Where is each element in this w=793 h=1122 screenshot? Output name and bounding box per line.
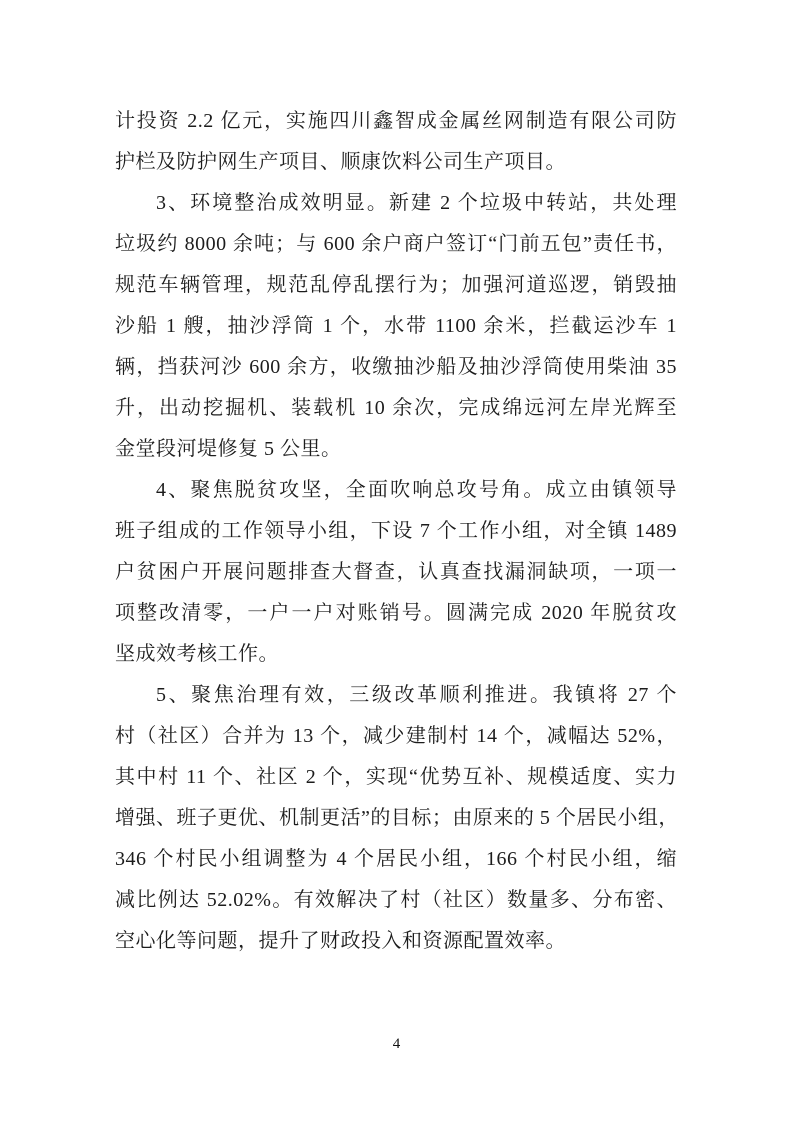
text-line: 规范车辆管理，规范乱停乱摆行为；加强河道巡逻，销毁抽 [115, 274, 677, 296]
text-line: 户贫困户开展问题排查大督查，认真查找漏洞缺项，一项一 [115, 561, 677, 583]
page-number: 4 [392, 1036, 401, 1052]
text-line: 辆，挡获河沙 600 余方，收缴抽沙船及抽沙浮筒使用柴油 35 [115, 356, 677, 378]
text-line: 护栏及防护网生产项目、顺康饮料公司生产项目。 [115, 151, 566, 173]
text-line: 4、聚焦脱贫攻坚，全面吹响总攻号角。成立由镇领导 [156, 479, 677, 501]
text-line: 其中村 11 个、社区 2 个，实现“优势互补、规模适度、实力 [115, 766, 677, 788]
text-line: 3、环境整治成效明显。新建 2 个垃圾中转站，共处理 [156, 192, 677, 214]
text-line: 5、聚焦治理有效，三级改革顺利推进。我镇将 27 个 [156, 684, 677, 706]
text-line: 空心化等问题，提升了财政投入和资源配置效率。 [115, 930, 566, 952]
text-line: 坚成效考核工作。 [115, 643, 279, 665]
text-line: 沙船 1 艘，抽沙浮筒 1 个，水带 1100 余米，拦截运沙车 1 [115, 315, 677, 337]
text-line: 减比例达 52.02%。有效解决了村（社区）数量多、分布密、 [115, 889, 677, 911]
text-line: 项整改清零，一户一户对账销号。圆满完成 2020 年脱贫攻 [115, 602, 677, 624]
text-line: 增强、班子更优、机制更活”的目标；由原来的 5 个居民小组， [115, 807, 679, 829]
text-line: 升，出动挖掘机、装载机 10 余次，完成绵远河左岸光辉至 [115, 397, 677, 419]
text-line: 垃圾约 8000 余吨；与 600 余户商户签订“门前五包”责任书， [115, 233, 677, 255]
document-body [115, 101, 677, 962]
text-line: 班子组成的工作领导小组，下设 7 个工作小组，对全镇 1489 [115, 520, 677, 542]
text-line: 金堂段河堤修复 5 公里。 [115, 438, 342, 460]
text-line: 计投资 2.2 亿元，实施四川鑫智成金属丝网制造有限公司防 [115, 110, 677, 132]
text-line: 村（社区）合并为 13 个，减少建制村 14 个，减幅达 52%， [115, 725, 677, 747]
text-line: 346 个村民小组调整为 4 个居民小组，166 个村民小组，缩 [115, 848, 677, 870]
